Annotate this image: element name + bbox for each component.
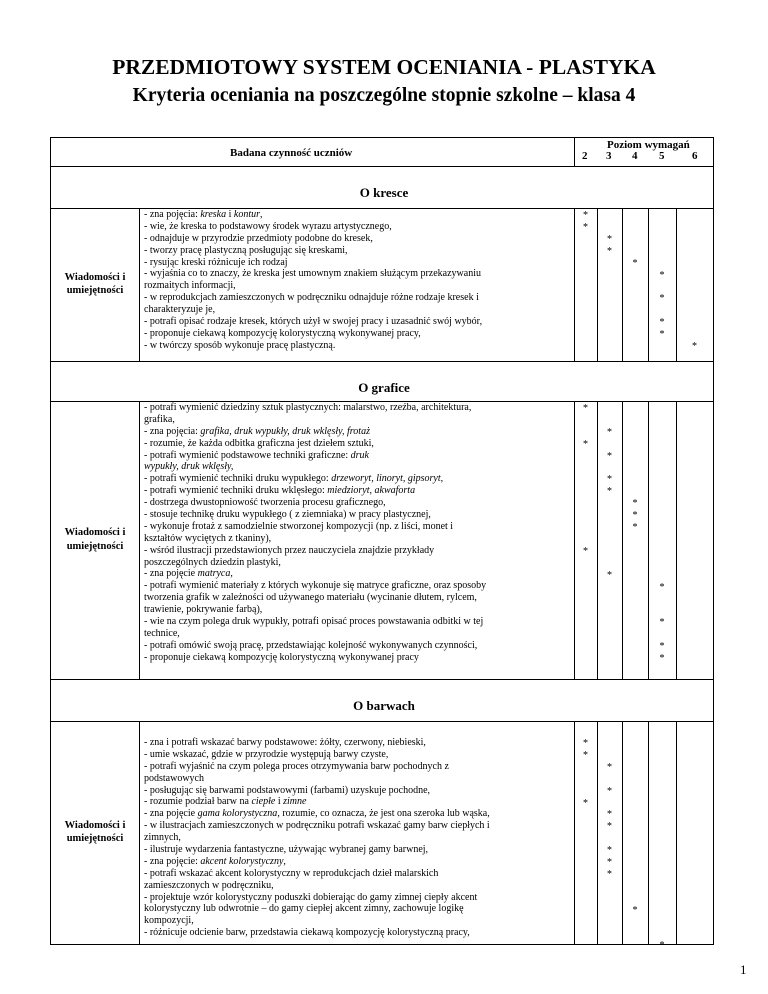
criteria-line: - proponuje ciekawą kompozycję kolorystyczną wykonywanej pracy,	[144, 327, 421, 339]
table-border	[139, 208, 140, 361]
table-border	[139, 401, 140, 679]
table-border	[139, 721, 140, 944]
level-star: *	[659, 329, 665, 340]
criteria-line: - potrafi wymienić techniki druku wklęsłego: miedzioryt, akwaforta	[144, 485, 416, 497]
grade-header-6: 6	[692, 150, 698, 162]
level-column-header: Poziom wymagań	[607, 139, 690, 151]
criteria-line: - zna i potrafi wskazać barwy podstawowe: żółty, czerwony, niebieski,	[144, 737, 426, 748]
criteria-line: - rozumie podział barw na ciepłe i zimne	[144, 796, 307, 808]
section-title: O kresce	[359, 185, 409, 200]
criteria-line: - stosuje technikę druku wypukłego ( z ziemniaka) w pracy plastycznej,	[144, 509, 431, 521]
table-border	[597, 401, 598, 679]
grade-header-5: 5	[659, 150, 665, 162]
criteria-line: - wyjaśnia co to znaczy, że kreska jest umownym znakiem służącym przekazywaniu	[144, 268, 481, 280]
criteria-line: - tworzy pracę plastyczną posługując się kreskami,	[144, 244, 348, 256]
section-title: O grafice	[358, 380, 410, 395]
level-star: *	[659, 617, 665, 629]
criteria-line: charakteryzuje je,	[144, 304, 216, 316]
criteria-line: - zna pojęcie gama kolorystyczna, rozumie, co oznacza, że jest ona szeroka lub wąska,	[144, 808, 490, 820]
level-star: *	[607, 785, 612, 797]
category-label: Wiadomości i umiejętności	[64, 819, 126, 844]
criteria-line: - rozumie, że każda odbitka graficzna jest dziełem sztuki,	[144, 437, 374, 449]
table-border	[676, 721, 677, 944]
table-border	[574, 137, 575, 166]
criteria-line: podstawowych	[144, 772, 204, 784]
criteria-line: - zna pojęcie matryca,	[144, 568, 233, 580]
table-border	[50, 166, 714, 167]
criteria-line: technice,	[144, 627, 180, 639]
level-star: *	[659, 317, 665, 329]
criteria-line: - wśród ilustracji przedstawionych przez nauczyciela znajdzie przykłady	[144, 544, 435, 556]
level-star: *	[583, 749, 588, 761]
criteria-line: kompozycji,	[144, 915, 194, 927]
criteria-line: - potrafi wymienić techniki druku wypukłego: drzeworyt, linoryt, gipsoryt,	[144, 473, 444, 485]
level-star: *	[607, 761, 612, 773]
level-star: *	[607, 809, 612, 821]
level-star: *	[583, 438, 588, 450]
table-border	[50, 137, 714, 138]
table-border	[50, 361, 51, 679]
table-border	[676, 401, 677, 679]
criteria-line: - proponuje ciekawą kompozycję kolorystyczną wykonywanej pracy	[144, 651, 419, 663]
table-border	[50, 944, 714, 945]
table-border	[622, 401, 623, 679]
level-star: *	[659, 641, 665, 652]
criteria-line: zamieszczonych w podręczniku,	[144, 879, 274, 891]
page-title: PRZEDMIOTOWY SYSTEM OCENIANIA - PLASTYKA	[112, 55, 656, 79]
criteria-line: - potrafi opisać rodzaje kresek, których użył w swojej pracy i uzasadnić swój wybór,	[144, 316, 483, 328]
level-star: *	[583, 797, 588, 809]
level-star: *	[607, 845, 612, 857]
criteria-line: poszczególnych dziedzin plastyki,	[144, 556, 281, 568]
level-star: *	[607, 450, 612, 462]
criteria-line: rozmaitych informacji,	[144, 280, 236, 292]
table-border	[574, 721, 575, 944]
level-star: *	[607, 233, 612, 245]
table-border	[676, 208, 677, 361]
grade-header-4: 4	[632, 150, 638, 162]
level-star: *	[607, 857, 612, 868]
level-star: *	[607, 569, 612, 581]
criteria-line: - potrafi wyjaśnić na czym polega proces otrzymywania barw pochodnych z	[144, 760, 449, 772]
criteria-line: - ilustruje wydarzenia fantastyczne, używając wybranej gamy barwnej,	[144, 844, 429, 856]
grade-header-2: 2	[582, 150, 588, 162]
criteria-line: - posługując się barwami podstawowymi (farbami) uzyskuje pochodne,	[144, 784, 431, 796]
criteria-line: kształtów wyciętych z tkaniny),	[144, 532, 272, 544]
criteria-line: - w twórczy sposób wykonuje pracę plastyczną.	[144, 339, 336, 351]
criteria-line: grafika,	[144, 413, 175, 425]
level-star: *	[659, 293, 665, 305]
criteria-line: - wie na czym polega druk wypukły, potrafi opisać proces powstawania odbitki w tej	[144, 616, 484, 628]
level-star: *	[632, 257, 638, 269]
level-star: *	[632, 498, 638, 510]
table-border	[713, 679, 714, 944]
criteria-line: - w ilustracjach zamieszczonych w podręczniku potrafi wskazać gamy barw ciepłych i	[144, 820, 490, 832]
level-star: *	[607, 474, 612, 486]
criteria-line: - zna pojęcia: kreska i kontur,	[144, 209, 263, 220]
criteria-text	[144, 737, 569, 939]
level-star: *	[659, 581, 665, 593]
table-border	[597, 721, 598, 944]
criteria-line: kolorystyczny lub odwrotnie – do gamy ciepłej akcent zimny, zachowuje logikę	[144, 903, 464, 915]
level-star: *	[607, 486, 612, 498]
category-label: Wiadomości i umiejętności	[64, 527, 126, 552]
criteria-line: wypukły, druk wklęsły,	[144, 461, 234, 473]
level-star: *	[659, 269, 665, 281]
table-border	[648, 401, 649, 679]
criteria-line: - dostrzega dwustopniowość tworzenia procesu graficznego,	[144, 497, 386, 509]
criteria-text	[144, 209, 569, 352]
level-star: *	[583, 403, 588, 414]
level-star: *	[583, 545, 588, 557]
level-star: *	[583, 210, 588, 221]
page-subtitle: Kryteria oceniania na poszczególne stopnie szkolne – klasa 4	[132, 85, 636, 106]
table-border	[713, 137, 714, 166]
criteria-line: - zna pojęcia: grafika, druk wypukły, druk wklęsły, frotaż	[144, 425, 370, 437]
criteria-line: - rysując kreski różnicuje ich rodzaj	[144, 256, 288, 268]
table-border	[50, 361, 714, 362]
category-label: Wiadomości i umiejętności	[64, 271, 126, 296]
criteria-text	[144, 402, 569, 664]
level-star: *	[607, 245, 612, 257]
criteria-line: zimnych,	[144, 832, 181, 844]
criteria-line: - potrafi wymienić dziedziny sztuk plastycznych: malarstwo, rzeźba, architektura,	[144, 402, 472, 413]
criteria-line: - potrafi wymienić podstawowe techniki graficzne: druk	[144, 449, 369, 461]
level-star: *	[607, 868, 612, 880]
table-border	[622, 208, 623, 361]
level-star: *	[659, 940, 665, 952]
level-star: *	[607, 426, 612, 438]
level-star: *	[632, 904, 638, 916]
level-star: *	[583, 221, 588, 233]
table-border	[597, 208, 598, 361]
level-star: *	[659, 652, 665, 664]
grade-header-3: 3	[606, 150, 612, 162]
table-border	[50, 679, 714, 680]
level-star: *	[607, 821, 612, 833]
page-number: 1	[740, 962, 747, 977]
criteria-line: - umie wskazać, gdzie w przyrodzie występują barwy czyste,	[144, 748, 389, 760]
criteria-line: - różnicuje odcienie barw, przedstawia ciekawą kompozycję kolorystyczną pracy,	[144, 927, 470, 939]
table-border	[574, 208, 575, 361]
table-border	[50, 721, 714, 722]
criteria-line: - odnajduje w przyrodzie przedmioty podobne do kresek,	[144, 232, 373, 244]
criteria-line: - potrafi wymienić materiały z których wykonuje się matryce graficzne, oraz sposoby	[144, 580, 487, 592]
table-border	[622, 721, 623, 944]
criteria-line: - zna pojęcie: akcent kolorystyczny,	[144, 855, 286, 867]
criteria-line: tworzenia grafik w zależności od używanego materiału (wycinanie dłutem, rylcem,	[144, 592, 477, 604]
level-star: *	[632, 522, 638, 533]
table-border	[50, 137, 51, 166]
criteria-line: - wykonuje frotaż z samodzielnie stworzonej kompozycji (np. z liści, monet i	[144, 520, 454, 532]
table-border	[713, 361, 714, 679]
criteria-line: - potrafi omówić swoją pracę, przedstawiając kolejność wykonywanych czynności,	[144, 639, 478, 651]
criteria-line: - projektuje wzór kolorystyczny poduszki dobierając do gamy zimnej ciepły akcent	[144, 891, 478, 903]
table-border	[50, 679, 51, 944]
table-border	[648, 721, 649, 944]
criteria-line: - wie, że kreska to podstawowy środek wyrazu artystycznego,	[144, 220, 392, 232]
level-star: *	[692, 340, 697, 352]
table-border	[648, 208, 649, 361]
section-title: O barwach	[353, 698, 415, 713]
criteria-line: trawienie, pokrywanie farbą),	[144, 604, 263, 616]
criteria-line: - w reprodukcjach zamieszczonych w podręczniku odnajduje różne rodzaje kresek i	[144, 292, 479, 304]
activity-column-header: Badana czynność uczniów	[230, 147, 353, 159]
level-star: *	[583, 738, 588, 749]
table-border	[574, 401, 575, 679]
criteria-line: - potrafi wskazać akcent kolorystyczny w reprodukcjach dzieł malarskich	[144, 867, 439, 879]
level-star: *	[632, 510, 638, 522]
